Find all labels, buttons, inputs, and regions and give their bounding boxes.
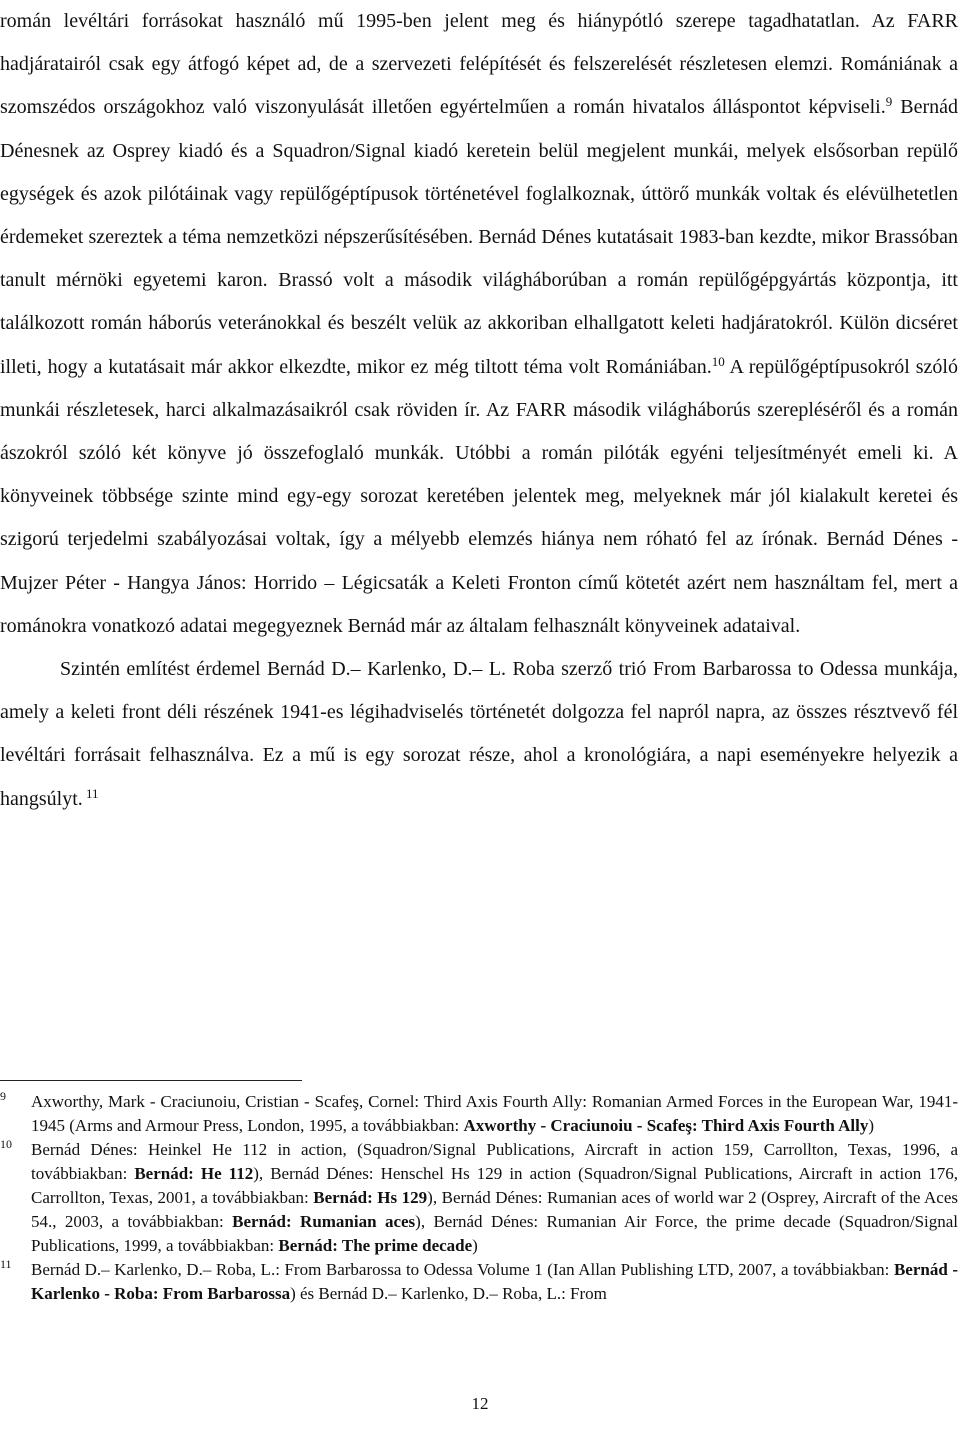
text-run: Bernád D.– Karlenko, D.– Roba, L.: From Barbarossa to Odessa Volume 1 (Ian Allan Publishing LTD, 2007, a továbbiakban: — [31, 1260, 894, 1279]
footnote-number: 9 — [0, 1089, 6, 1103]
page-number: 12 — [471, 1394, 489, 1413]
bold-text: Bernád - Karlenko - Roba: From Barbarossa — [31, 1260, 959, 1303]
text-run: A repülőgéptípusokról szóló munkái részletesek, harci alkalmazásaikról csak röviden ír. Az FARR második világháborús szerepléséről és a román ászokról szóló két könyve jó összefoglaló munkák. Utóbbi a román pilóták egyéni teljesítményét emeli ki. A könyveinek többsége szinte mind egy-egy sorozat keretében jelentek meg, melyeknek már jól kialakult keretei és szigorú terjedelmi szabályozásai voltak, így a mélyebb elemzés hiánya nem róható fel az írónak. Bernád Dénes - Mujzer Péter - Hangya János: Horrido – Légicsaták a Keleti Fronton című kötetét azért nem használtam fel, mert a románokra vonatkozó adatai megegyeznek Bernád már az általam felhasznált könyveinek adataival. — [0, 355, 958, 637]
footnote-number: 10 — [0, 1137, 12, 1151]
footnote-10 — [0, 1138, 958, 1258]
footnote-text — [31, 1140, 958, 1255]
text-run: Bernád Dénesnek az Osprey kiadó és a Squadron/Signal kiadó keretein belül megjelent munkái, melyek elsősorban repülő egységek és azok pilótáinak vagy repülőgéptípusok történetével foglalkoznak, úttörő munkák voltak és elévülhetetlen érdemeket szereztek a téma nemzetközi népszerűsítésében. Bernád Dénes kutatásait 1983-ban kezdte, mikor Brassóban tanult mérnöki egyetemi karon. Brassó volt a második világháborúban a román repülőgépgyártás központja, itt találkozott román háborús veteránokkal és beszélt velük az akkoriban elhallgatott keleti hadjáratokról. Külön dicséret illeti, hogy a kutatásait már akkor elkezdte, mikor ez még tiltott téma volt Romániában. — [0, 96, 958, 378]
footnote-text — [31, 1092, 958, 1135]
bold-text: Bernád: The prime decade — [278, 1236, 473, 1255]
bold-text: Bernád: He 112 — [134, 1164, 254, 1183]
footnote-separator — [0, 1080, 302, 1081]
paragraph-1 — [0, 0, 958, 648]
footnote-reference: 10 — [711, 353, 725, 369]
text-run: Axworthy, Mark - Craciunoiu, Cristian - Scafeş, Cornel: Third Axis Fourth Ally: Romanian Armed Forces in the European War, 1941-1945 (Arms and Armour Press, London, 1995, a továbbiakban: — [31, 1092, 958, 1135]
footnotes — [0, 1090, 958, 1306]
text-run: ), Bernád Dénes: Rumanian aces of world war 2 (Osprey, Aircraft of the Aces 54., 2003, a továbbiakban: — [31, 1188, 959, 1231]
paragraph-2 — [0, 648, 958, 821]
text-run: Bernád Dénes: Heinkel He 112 in action, (Squadron/Signal Publications, Aircraft in action 159, Carrollton, Texas, 1996, a továbbiakban: — [31, 1140, 958, 1183]
footnote-11 — [0, 1258, 958, 1306]
footnote-number: 11 — [0, 1257, 12, 1271]
bold-text: Bernád: Rumanian aces — [232, 1212, 416, 1231]
footnote-text — [31, 1260, 958, 1303]
bold-text: Bernád: Hs 129 — [313, 1188, 428, 1207]
text-run: ) — [868, 1116, 875, 1135]
text-run: ), Bernád Dénes: Rumanian Air Force, the prime decade (Squadron/Signal Publications, 1999, a továbbiakban: — [31, 1212, 959, 1255]
text-run: ), Bernád Dénes: Henschel Hs 129 in action (Squadron/Signal Publications, Aircraft in action 176, Carrollton, Texas, 2001, a továbbiakban: — [31, 1164, 958, 1207]
text-run: ) — [472, 1236, 478, 1255]
text-run: ) és Bernád D.– Karlenko, D.– Roba, L.: From — [290, 1284, 607, 1303]
footnote-reference: 9 — [885, 94, 893, 110]
text-run: román levéltári forrásokat használó mű 1995-ben jelent meg és hiánypótló szerepe tagadhatatlan. Az FARR hadjáratairól csak egy átfogó képet ad, de a szervezeti felépítését és felszerelését részletesen elemzi. Romániának a szomszédos országokhoz való viszonyulását illetően egyértelműen a román hivatalos álláspontot képviseli. — [0, 10, 958, 119]
footnote-9 — [0, 1090, 958, 1138]
text-run: Szintén említést érdemel Bernád D.– Karlenko, D.– L. Roba szerző trió From Barbarossa to Odessa munkája, amely a keleti front déli részének 1941-es légihadviselés történetét dolgozza fel napról napra, az összes résztvevő fél levéltári forrásait felhasználva. Ez a mű is egy sorozat része, ahol a kronológiára, a napi eseményekre helyezik a hangsúlyt. — [0, 658, 958, 810]
bold-text: Axworthy - Craciunoiu - Scafeş: Third Axis Fourth Ally — [463, 1116, 869, 1135]
footnote-reference: 11 — [82, 785, 99, 801]
